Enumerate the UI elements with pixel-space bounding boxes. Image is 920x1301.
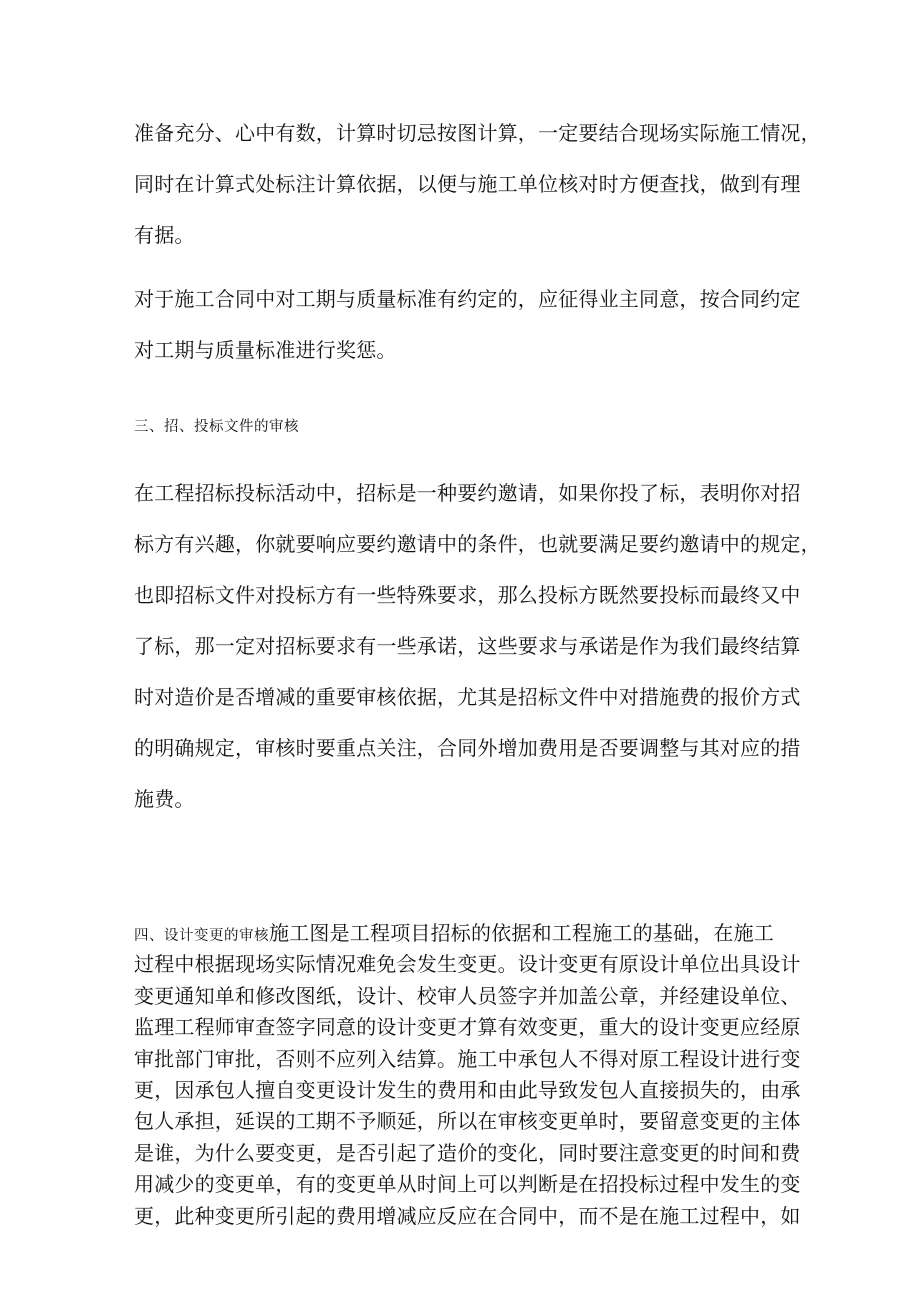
text-line-rest: 施工图是工程项目招标的依据和工程施工的基础，在施工 — [269, 921, 774, 945]
text-line: 对工期与质量标准进行奖惩。 — [134, 338, 397, 362]
text-line: 包人承担，延误的工期不予顺延，所以在审核变更单时，要留意变更的主体 — [134, 1109, 801, 1134]
text-line: 用减少的变更单，有的变更单从时间上可以判断是在招投标过程中发生的变 — [134, 1172, 801, 1197]
text-line: 施费。 — [134, 787, 195, 811]
text-line: 标方有兴趣，你就要响应要约邀请中的条件，也就要满足要约邀请中的规定， — [134, 532, 821, 556]
text-line: 审批部门审批，否则不应列入结算。施工中承包人不得对原工程设计进行变 — [134, 1046, 801, 1071]
text-line-first — [134, 918, 824, 949]
text-line: 时对造价是否增减的重要审核依据，尤其是招标文件中对措施费的报价方式 — [134, 685, 801, 709]
paragraph-design-change-review — [134, 918, 824, 1232]
paragraph-schedule-quality — [134, 274, 824, 376]
section-heading-bidding-documents: 三、招、投标文件的审核 — [134, 419, 299, 435]
text-line: 有据。 — [134, 223, 195, 247]
text-line: 是谁，为什么要变更，是否引起了造价的变化，同时要注意变更的时间和费 — [134, 1140, 801, 1165]
text-line: 也即招标文件对投标方有一些特殊要求，那么投标方既然要投标而最终又中 — [134, 583, 801, 607]
text-line: 在工程招标投标活动中，招标是一种要约邀请，如果你投了标，表明你对招 — [134, 481, 801, 505]
text-line: 对于施工合同中对工期与质量标准有约定的，应征得业主同意，按合同约定 — [134, 287, 801, 311]
text-line: 了标，那一定对招标要求有一些承诺，这些要求与承诺是作为我们最终结算 — [134, 634, 801, 658]
paragraph-bidding-review — [134, 468, 824, 825]
section-heading-design-change: 四、设计变更的审核 — [134, 928, 269, 944]
text-line: 变更通知单和修改图纸，设计、校审人员签字并加盖公章，并经建设单位、 — [134, 983, 801, 1008]
text-line: 准备充分、心中有数，计算时切忌按图计算，一定要结合现场实际施工情况， — [134, 121, 821, 145]
text-line: 同时在计算式处标注计算依据，以便与施工单位核对时方便查找，做到有理 — [134, 172, 801, 196]
text-line: 监理工程师审查签字同意的设计变更才算有效变更，重大的设计变更应经原 — [134, 1015, 801, 1040]
text-line: 的明确规定，审核时要重点关注，合同外增加费用是否要调整与其对应的措 — [134, 736, 801, 760]
text-line: 更，此种变更所引起的费用增减应反应在合同中，而不是在施工过程中，如 — [134, 1203, 801, 1228]
text-line: 更，因承包人擅自变更设计发生的费用和由此导致发包人直接损失的，由承 — [134, 1077, 801, 1102]
paragraph-calculation-basis — [134, 108, 824, 261]
text-line: 过程中根据现场实际情况难免会发生变更。设计变更有原设计单位出具设计 — [134, 952, 801, 977]
